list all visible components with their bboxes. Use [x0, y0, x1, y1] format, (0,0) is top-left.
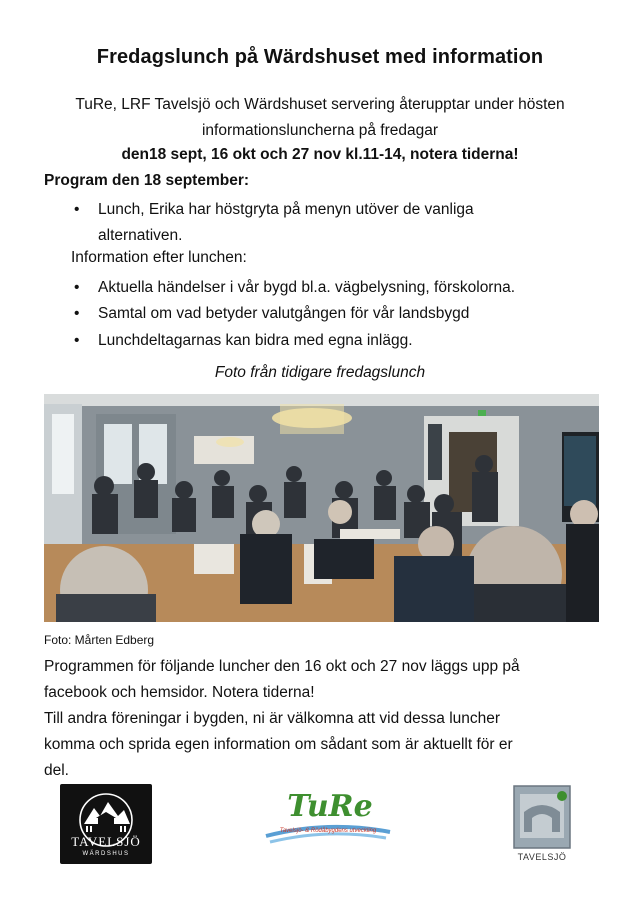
bullet-item-lunch: [74, 197, 594, 249]
paragraph-line: komma och sprida egen information om sådant som är aktuellt för er: [44, 736, 513, 753]
logo-line-2: WÄRDSHUS: [82, 851, 130, 857]
bullet-glyph: •: [74, 201, 80, 218]
page-title: Fredagslunch på Wärdshuset med information: [96, 46, 544, 68]
bullet-glyph: •: [74, 279, 80, 296]
paragraph-invitation: [44, 706, 604, 784]
bullet-text: Lunchdeltagarnas kan bidra med egna inlägg.: [98, 332, 413, 349]
ture-wordmark: TuRe: [287, 789, 373, 824]
intro-text: [40, 92, 600, 144]
lunch-dates: den18 sept, 16 okt och 27 nov kl.11-14, notera tiderna!: [121, 146, 519, 163]
paragraph-line: del.: [44, 762, 69, 779]
ture-tagline: Tavelsjö- & Rödåbygdens utveckling: [279, 828, 377, 834]
program-heading: Program den 18 september:: [44, 172, 250, 189]
event-photo: [44, 394, 599, 622]
bullet-line: Lunch, Erika har höstgryta på menyn utöver de vanliga: [98, 201, 474, 218]
bullet-text: Samtal om vad betyder valutgången för vår landsbygd: [98, 305, 470, 322]
intro-line-2: informationsluncherna på fredagar: [201, 122, 439, 139]
tavelsjo-wardshus-logo: [60, 784, 152, 864]
intro-line-1: TuRe, LRF Tavelsjö och Wärdshuset servering återupptar under hösten: [75, 96, 565, 113]
logo-line-1: TAVELSJÖ: [71, 834, 141, 849]
bullet-glyph: •: [74, 305, 80, 322]
photo-caption: Foto från tidigare fredagslunch: [214, 364, 426, 381]
ture-logo: [258, 782, 398, 852]
info-after-label: Information efter lunchen:: [71, 249, 247, 266]
paragraph-line: facebook och hemsidor. Notera tiderna!: [44, 684, 315, 701]
bullet-text: Aktuella händelser i vår bygd bl.a. vägbelysning, förskolorna.: [98, 279, 516, 296]
bullet-text: [98, 197, 594, 249]
paragraph-line: Programmen för följande luncher den 16 okt och 27 nov läggs upp på: [44, 658, 520, 675]
bullet-glyph: •: [74, 332, 80, 349]
tavelsjo-coat-of-arms: [512, 784, 572, 866]
paragraph-line: Till andra föreningar i bygden, ni är välkomna att vid dessa luncher: [44, 710, 501, 727]
paragraph-programs: [44, 654, 604, 706]
coat-of-arms-label: TAVELSJÖ: [517, 852, 567, 862]
photo-credit: Foto: Mårten Edberg: [44, 633, 155, 647]
bullet-line: alternativen.: [98, 227, 183, 244]
